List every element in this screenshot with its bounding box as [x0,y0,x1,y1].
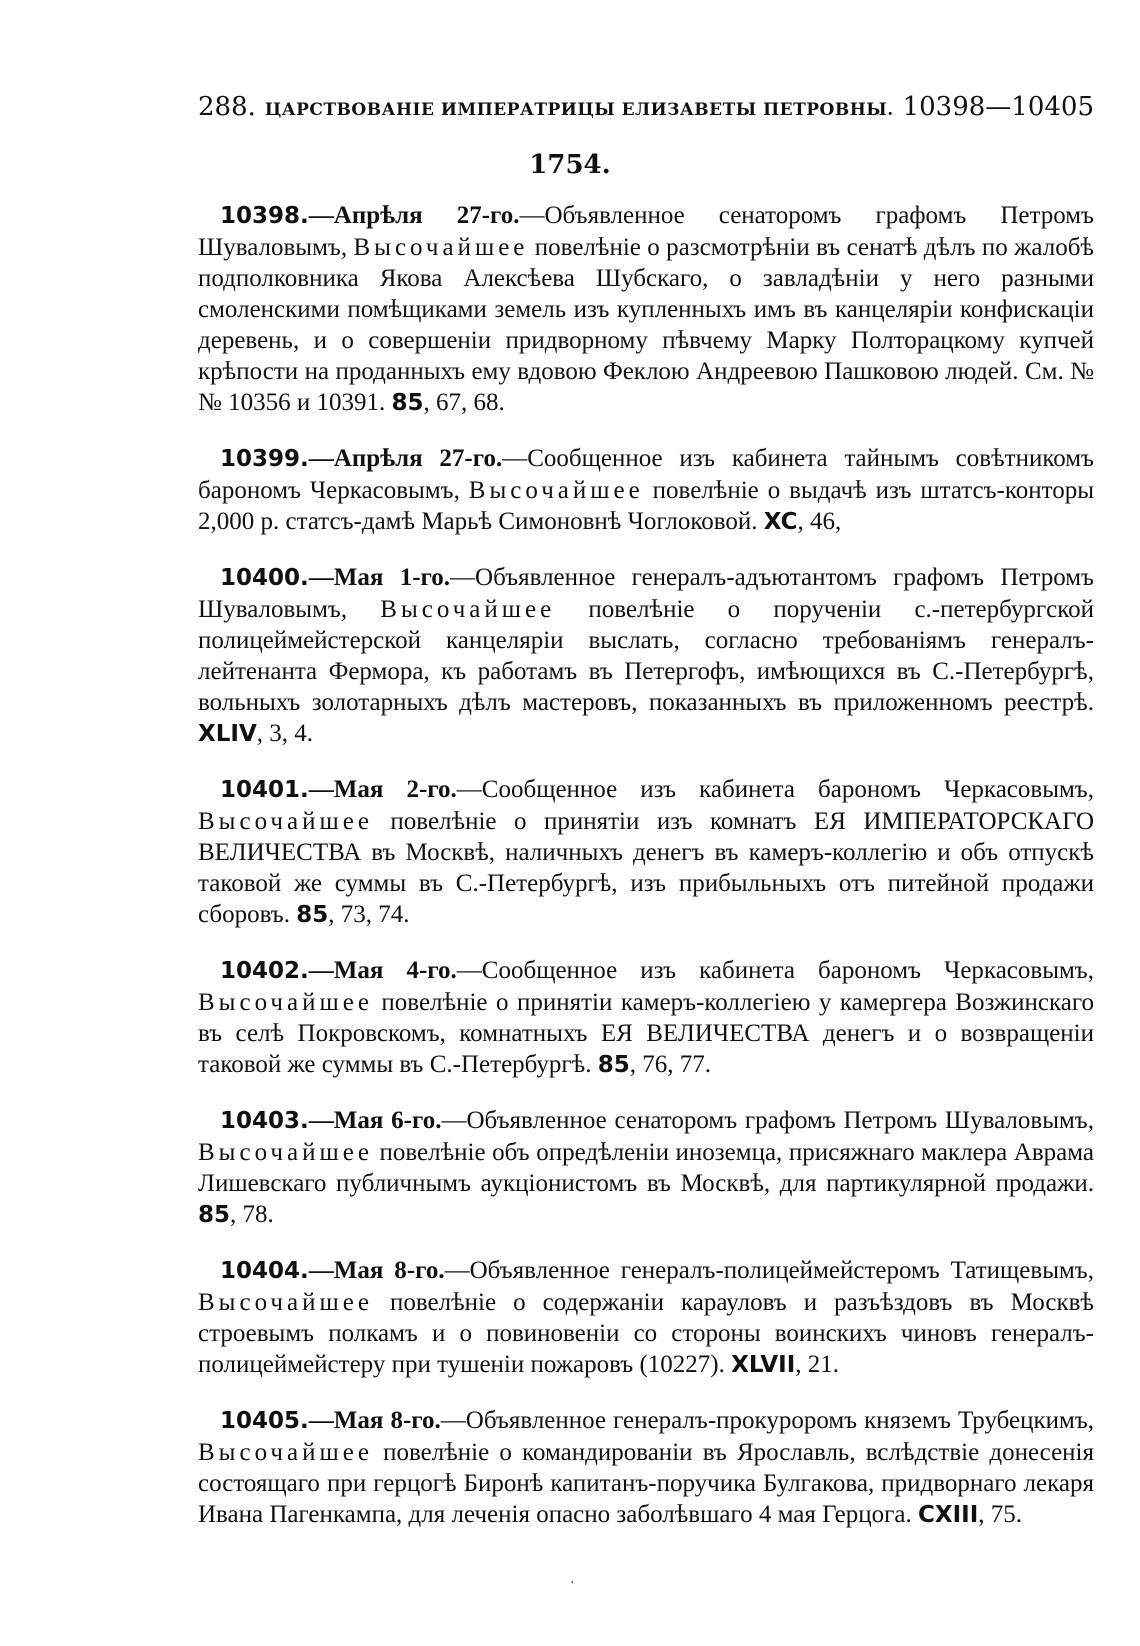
entry-spaced-word: Высочайшее [380,596,556,623]
entry-number: 10399. [220,446,309,472]
entry-pages: , 75. [978,1501,1023,1528]
entry-spaced-word: Высочайшее [353,234,529,261]
entry-text: повелѣніе о выдачѣ изъ штатсъ-конторы 2,000 р. статсъ-дамѣ Марьѣ Симоновнѣ Чоглоковой. [198,477,1095,535]
entry-volume-ref: XLVII [731,1352,796,1378]
entry-text-lead: —Сообщенное изъ кабинета барономъ Черкасовымъ, [456,957,1094,984]
decree-entry [198,200,1094,419]
entry-date: —Мая 1-го. [308,564,451,591]
entry-date: —Мая 8-го. [308,1407,441,1434]
decree-entry [198,1405,1094,1531]
entry-text-lead: —Объявленное генералъ-адъютантомъ графомъ Петромъ Шуваловымъ, [198,564,1094,623]
entry-spaced-word: Высочайшее [198,808,373,835]
entry-pages: , 67, 68. [423,389,505,416]
entry-number: 10402. [220,958,309,984]
entry-date: —Апрѣля 27-го. [308,445,503,472]
entry-text: повелѣніе о разсмотрѣніи въ сенатѣ дѣлъ по жалобѣ подполковника Якова Алексѣева Шубскаго, о завладѣніи у него разными смоленскими помѣщиками земель изъ купленныхъ имъ въ канцеляріи конфискаціи деревень, и о совершеніи придворному пѣвчему Марку Полторацкому купчей крѣпости на проданныхъ ему вдовою Феклою Андреевою Пашковою людей. См. №№ 10356 и 10391. [198,234,1095,416]
entry-text-lead: —Сообщенное изъ кабинета тайнымъ совѣтникомъ барономъ Черкасовымъ, [198,445,1094,504]
entries-list [198,200,1094,1555]
entry-text-lead: —Объявленное сенаторомъ графомъ Петромъ Шуваловымъ, [441,1107,1094,1134]
entry-number: 10404. [220,1258,309,1284]
entry-pages: , 21. [795,1351,840,1378]
entry-spaced-word: Высочайшее [198,1139,373,1166]
entry-volume-ref: 85 [597,1052,630,1078]
entry-pages: , 78. [230,1201,274,1228]
entry-spaced-word: Высочайшее [468,477,644,504]
entry-volume-ref: 85 [296,902,329,928]
entry-number: 10403. [220,1108,309,1134]
entry-number: 10398. [220,203,309,229]
entry-volume-ref: CXIII [917,1502,979,1528]
entry-date: —Мая 6-го. [308,1107,442,1134]
entry-text: повелѣніе о принятіи изъ комнатъ ЕЯ ИМПЕРАТОРСКАГО ВЕЛИЧЕСТВА въ Москвѣ, наличныхъ денегъ въ камеръ-коллегію и объ отпускѣ таковой же суммы въ С.-Петербургѣ, изъ прибыльныхъ отъ питейной продажи сборовъ. [198,808,1095,928]
entry-volume-ref: XC [763,509,798,535]
entry-date: —Мая 2-го. [308,776,457,803]
entry-text: повелѣніе о порученіи с.-петербургской полицеймейстерской канцеляріи выслать, согласно требованіямъ генералъ-лейтенанта Фермора, къ работамъ въ Петергофъ, имѣющихся въ С.-Петербургѣ, вольныхъ золотарныхъ дѣлъ мастеровъ, показанныхъ въ приложенномъ реестрѣ. [198,596,1095,716]
running-title: ЦАРСТВОВАНІЕ ИМПЕРАТРИЦЫ ЕЛИЗАВЕТЫ ПЕТРОВНЫ. [264,100,894,120]
entry-date: —Мая 8-го. [308,1257,445,1284]
entry-text: повелѣніе о содержаніи карауловъ и разъѣздовъ въ Москвѣ строевымъ полкамъ и о повиновеніи со стороны воинскихъ чиновъ генералъ-полицеймейстеру при тушеніи пожаровъ (10227). [198,1289,1095,1378]
entry-pages: , 3, 4. [256,720,313,747]
entry-text-lead: —Объявленное генералъ-полицеймейстеромъ Татищевымъ, [444,1257,1094,1284]
entry-number: 10401. [220,777,309,803]
entry-volume-ref: 85 [391,390,424,416]
entry-pages: , 76, 77. [629,1051,712,1078]
print-mark: · [570,1575,575,1591]
entry-number: 10405. [220,1408,309,1434]
decree-entry [198,1255,1094,1381]
page-header [198,92,1094,122]
entry-range: 10398—10405 [902,92,1094,122]
entry-text: повелѣніе объ опредѣленіи иноземца, присяжнаго маклера Аврама Лишевскаго публичнымъ аукціонистомъ въ Москвѣ, для партикулярной продажи. [198,1139,1094,1197]
decree-entry [198,562,1094,750]
decree-entry [198,443,1094,538]
entry-text: повелѣніе о принятіи камеръ-коллегіею у камергера Возжинскаго въ селѣ Покровскомъ, комнатныхъ ЕЯ ВЕЛИЧЕСТВА денегъ и о возвращеніи таковой же суммы въ С.-Петербургѣ. [198,989,1094,1078]
entry-volume-ref: 85 [198,1202,231,1228]
decree-entry [198,774,1094,931]
entry-pages: , 73, 74. [328,901,410,928]
entry-date: —Апрѣля 27-го. [308,202,520,229]
decree-entry [198,1105,1094,1231]
entry-spaced-word: Высочайшее [198,1289,373,1316]
entry-text-lead: —Объявленное генералъ-прокуроромъ княземъ Трубецкимъ, [440,1407,1094,1434]
entry-date: —Мая 4-го. [308,957,457,984]
entry-text-lead: —Объявленное сенаторомъ графомъ Петромъ Шуваловымъ, [198,202,1094,261]
entry-spaced-word: Высочайшее [198,1439,373,1466]
year-heading: 1754. [529,150,611,180]
entry-text: повелѣніе о командированіи въ Ярославль, вслѣдствіе донесенія состоящаго при герцогѣ Биронѣ капитанъ-поручика Булгакова, придворнаго лекаря Ивана Пагенкампа, для леченія опасно заболѣвшаго 4 мая Герцога. [198,1439,1094,1528]
entry-spaced-word: Высочайшее [198,989,373,1016]
decree-entry [198,955,1094,1081]
entry-pages: , 46, [797,508,842,535]
entry-volume-ref: XLIV [198,721,257,747]
entry-text-lead: —Сообщенное изъ кабинета барономъ Черкасовымъ, [456,776,1094,803]
page-number: 288. [198,92,256,122]
entry-number: 10400. [220,565,309,591]
